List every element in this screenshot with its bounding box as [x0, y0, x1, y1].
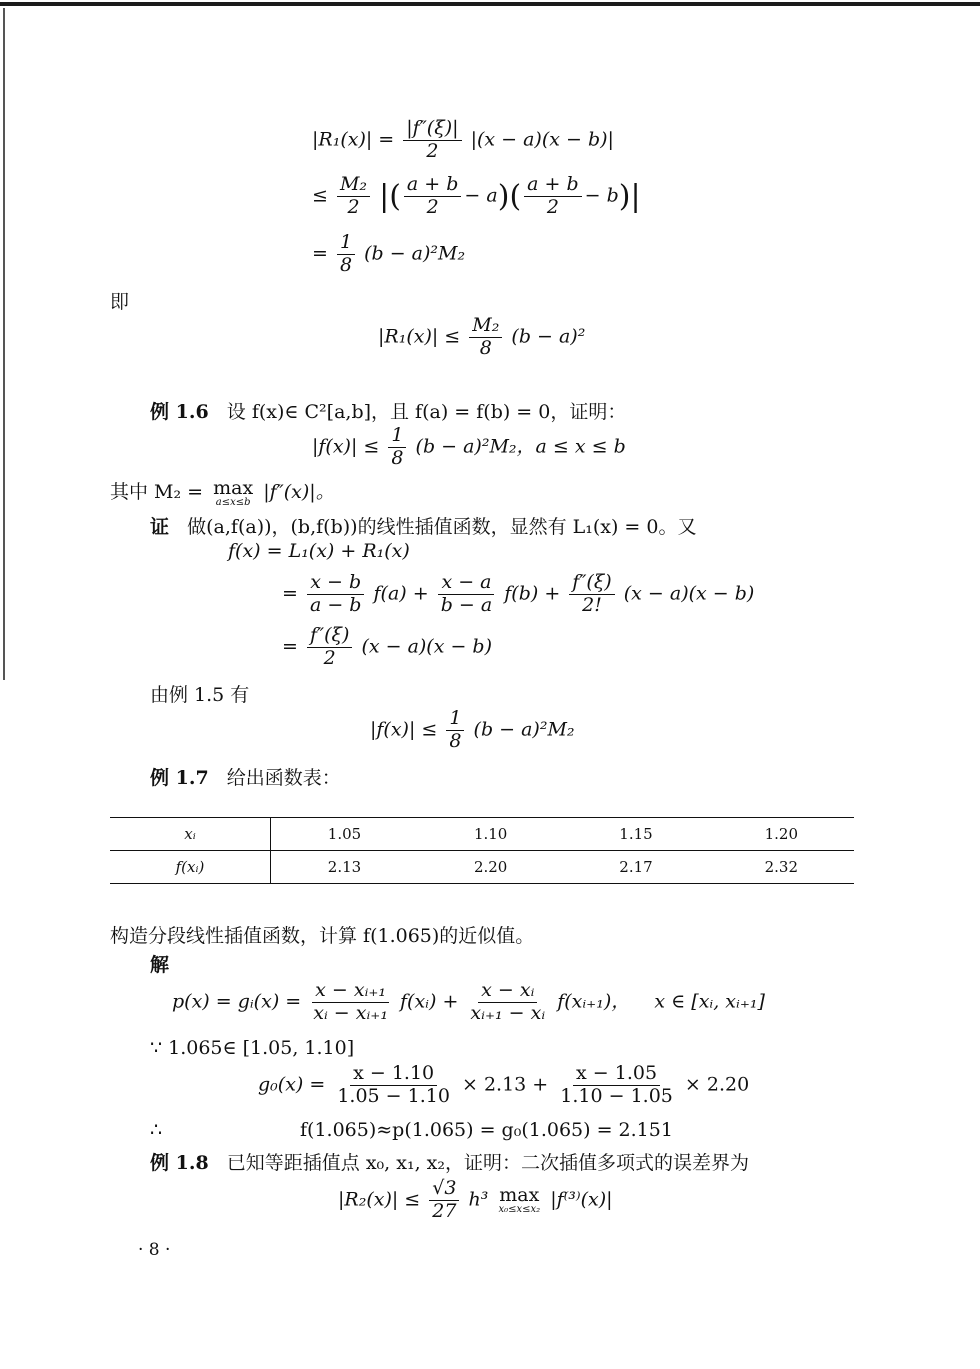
proof-l2-frac2-den: b − a: [440, 593, 493, 616]
eq2-p1-den: 2: [426, 195, 439, 218]
p-domain: x ∈ [xᵢ, xᵢ₊₁]: [654, 990, 765, 1013]
table-cell: 2.17: [563, 851, 708, 884]
p-frac2: [467, 980, 548, 1025]
example-1-6-equation: [312, 425, 626, 470]
g0-frac1-num: x − 1.10: [350, 1063, 437, 1086]
p-frac1-den: xᵢ − xᵢ₊₁: [313, 1001, 388, 1024]
eq3-frac-den: 8: [339, 253, 353, 276]
eq2-frac-num: M₂: [337, 174, 370, 197]
g0-t1: × 2.13 +: [461, 1073, 549, 1096]
proof-label: 证: [150, 516, 170, 538]
example-1-7-task: 构造分段线性插值函数，计算 f(1.065)的近似值。: [110, 925, 535, 947]
p-frac1: [310, 980, 391, 1025]
table-cell: 1.10: [418, 818, 563, 851]
proof-l2-frac1: [307, 572, 365, 617]
table-cell: 1.20: [709, 818, 854, 851]
table-row: [110, 851, 854, 884]
ex16-eq-den: 8: [391, 446, 404, 469]
table-cell: f(xᵢ): [110, 851, 271, 884]
ex16-where-pre: 其中 M₂ =: [110, 481, 204, 503]
proof-l2-t3: (x − a)(x − b): [623, 582, 755, 605]
solution-label: 解: [150, 954, 170, 976]
g0-lhs: g₀(x) =: [258, 1073, 326, 1096]
eq4-rhs: (b − a)²: [511, 325, 586, 348]
proof-l2-t1: f(a) +: [373, 582, 429, 605]
proof-l2-frac1-num: x − b: [307, 572, 364, 595]
proof-l2-frac3-num: f″(ξ): [569, 572, 614, 595]
proof-l2-t2: f(b) +: [504, 582, 561, 605]
proof-line2: [282, 572, 754, 617]
page-number: · 8 ·: [138, 1240, 171, 1260]
eq1-frac-num: |f″(ξ)|: [403, 118, 461, 141]
eq2-p1-close: ): [497, 178, 510, 214]
example-1-8-label: 例 1.8: [150, 1152, 209, 1174]
proof-res-den: 8: [449, 729, 462, 752]
top-border-line: [0, 2, 980, 6]
eq1-frac-den: 2: [426, 139, 439, 162]
p-frac2-den: xᵢ₊₁ − xᵢ: [470, 1001, 546, 1024]
proof-res-lhs: |f(x)| ≤: [370, 718, 438, 741]
ex18-eq-lhs: |R₂(x)| ≤: [338, 1188, 421, 1211]
eq2-abs-open: |: [379, 178, 390, 214]
p-t1: f(xᵢ) +: [400, 990, 459, 1013]
ex18-eq-rhs: |f⁽³⁾(x)|: [550, 1188, 613, 1211]
eq2-p2-fraction: [524, 174, 582, 219]
proof-res-frac: [446, 708, 464, 753]
function-table: [110, 817, 854, 884]
ex16-eq-fraction: [388, 425, 406, 470]
eq2-rel: ≤: [312, 184, 328, 207]
proof-l3-eq: =: [282, 635, 298, 658]
therefore-symbol: ∴: [150, 1119, 163, 1141]
proof-res-num: 1: [446, 708, 464, 731]
eq2-p2-den: 2: [546, 195, 559, 218]
eq2-fraction: [337, 174, 370, 219]
text-ji: 即: [110, 291, 130, 313]
eq2-p1-open: (: [389, 178, 401, 214]
eq4-fraction: [469, 315, 502, 360]
because-line: ∵ 1.065∈ [1.05, 1.10]: [150, 1037, 355, 1059]
p-frac2-num: x − xᵢ: [478, 980, 537, 1003]
example-1-6-where: [110, 477, 335, 508]
example-1-7-label: 例 1.7: [150, 767, 209, 789]
ex18-eq-num: √3: [429, 1178, 459, 1201]
example-1-8-statement: [150, 1148, 749, 1175]
g0-frac1: [334, 1063, 453, 1108]
proof-by-example: 由例 1.5 有: [150, 684, 250, 706]
proof-l3-num: f″(ξ): [307, 625, 352, 648]
equation-r1-result: [378, 315, 585, 360]
example-1-6-text: 设 f(x)∈ C²[a,b]，且 f(a) = f(b) = 0，证明：: [226, 401, 627, 423]
example-1-7-statement: [150, 763, 341, 790]
equation-r1-bound-line3: [312, 232, 465, 277]
proof-line3: [282, 625, 492, 670]
eq3-rel: =: [312, 242, 328, 265]
eq2-p2-close: ): [618, 178, 631, 214]
eq2-abs-close: |: [630, 178, 641, 214]
eq2-p2-num: a + b: [524, 174, 582, 197]
table-cell: 1.15: [563, 818, 708, 851]
g0-frac2-den: 1.10 − 1.05: [560, 1084, 673, 1107]
ex18-eq-frac: [429, 1178, 459, 1223]
left-binding-line: [3, 8, 5, 680]
example-1-6-label: 例 1.6: [150, 401, 209, 423]
eq2-p1-fraction: [404, 174, 462, 219]
proof-l2-frac3: [569, 572, 614, 617]
proof-l3-rhs: (x − a)(x − b): [361, 635, 493, 658]
ex16-eq-num: 1: [388, 425, 406, 448]
eq2-p2-open: (: [509, 178, 522, 214]
proof-l2-frac1-den: a − b: [309, 593, 362, 616]
approximation-result: f(1.065)≈p(1.065) = g₀(1.065) = 2.151: [300, 1119, 673, 1141]
proof-line1: f(x) = L₁(x) + R₁(x): [228, 540, 410, 562]
proof-l3-frac: [307, 625, 352, 670]
ex18-max: max: [499, 1183, 540, 1206]
piecewise-interpolation-formula: [172, 980, 765, 1025]
example-1-6-statement: [150, 397, 626, 424]
eq4-lhs: |R₁(x)| ≤: [378, 325, 461, 348]
g0-frac1-den: 1.05 − 1.10: [337, 1084, 450, 1107]
eq2-p1-num: a + b: [404, 174, 462, 197]
eq2-p2-tail: − b: [584, 184, 619, 207]
p-frac1-num: x − xᵢ₊₁: [312, 980, 389, 1003]
ex16-eq-rhs: (b − a)²M₂，a ≤ x ≤ b: [415, 435, 626, 458]
eq3-frac-num: 1: [337, 232, 355, 255]
eq2-p1-tail: − a: [464, 184, 498, 207]
ex18-eq-h: h³: [468, 1188, 489, 1211]
eq3-rhs: (b − a)²M₂: [364, 242, 466, 265]
table-cell: 2.13: [271, 851, 419, 884]
table-cell: 1.05: [271, 818, 419, 851]
g0-frac2-num: x − 1.05: [573, 1063, 660, 1086]
ex18-max-range: x₀≤x≤x₂: [498, 1203, 541, 1215]
eq1-rhs: |(x − a)(x − b)|: [470, 128, 614, 151]
proof-text: 做(a,f(a))，(b,f(b))的线性插值函数，显然有 L₁(x) = 0。又: [187, 516, 697, 538]
proof-l3-den: 2: [323, 646, 336, 669]
table-cell: 2.32: [709, 851, 854, 884]
table-cell: 2.20: [418, 851, 563, 884]
eq2-frac-den: 2: [347, 195, 360, 218]
equation-r1-bound-line1: [312, 118, 614, 163]
proof-l2-frac3-den: 2!: [582, 593, 602, 616]
proof-l2-eq: =: [282, 582, 298, 605]
g0-frac2: [557, 1063, 676, 1108]
g0-formula: [258, 1063, 749, 1108]
p-lhs: p(x) = gᵢ(x) =: [172, 990, 302, 1013]
ex18-eq-den: 27: [432, 1199, 457, 1222]
proof-l2-frac2: [438, 572, 496, 617]
ex16-eq-lhs: |f(x)| ≤: [312, 435, 380, 458]
ex18-max-operator: [498, 1183, 541, 1215]
example-1-8-equation: [338, 1178, 613, 1223]
g0-t2: × 2.20: [684, 1073, 750, 1096]
eq4-frac-num: M₂: [469, 315, 502, 338]
table-cell: xᵢ: [110, 818, 271, 851]
equation-r1-bound-line2: [312, 174, 641, 219]
eq1-lhs: |R₁(x)| =: [312, 128, 395, 151]
ex16-max: max: [213, 476, 254, 499]
ex16-max-operator: [213, 476, 254, 508]
proof-res-rhs: (b − a)²M₂: [473, 718, 575, 741]
example-1-7-text: 给出函数表：: [226, 767, 341, 789]
proof-l2-frac2-num: x − a: [438, 572, 494, 595]
table-row: [110, 818, 854, 851]
ex16-max-range: a≤x≤b: [215, 496, 251, 508]
eq1-fraction: [403, 118, 461, 163]
example-1-8-text: 已知等距插值点 x₀, x₁, x₂，证明：二次插值多项式的误差界为: [226, 1152, 749, 1174]
proof-1-6-intro: [150, 512, 696, 539]
eq4-frac-den: 8: [479, 336, 492, 359]
proof-result: [370, 708, 575, 753]
p-t2: f(xᵢ₊₁)，: [557, 990, 631, 1013]
eq3-fraction: [337, 232, 355, 277]
ex16-where-post: |f″(x)|。: [263, 481, 335, 503]
